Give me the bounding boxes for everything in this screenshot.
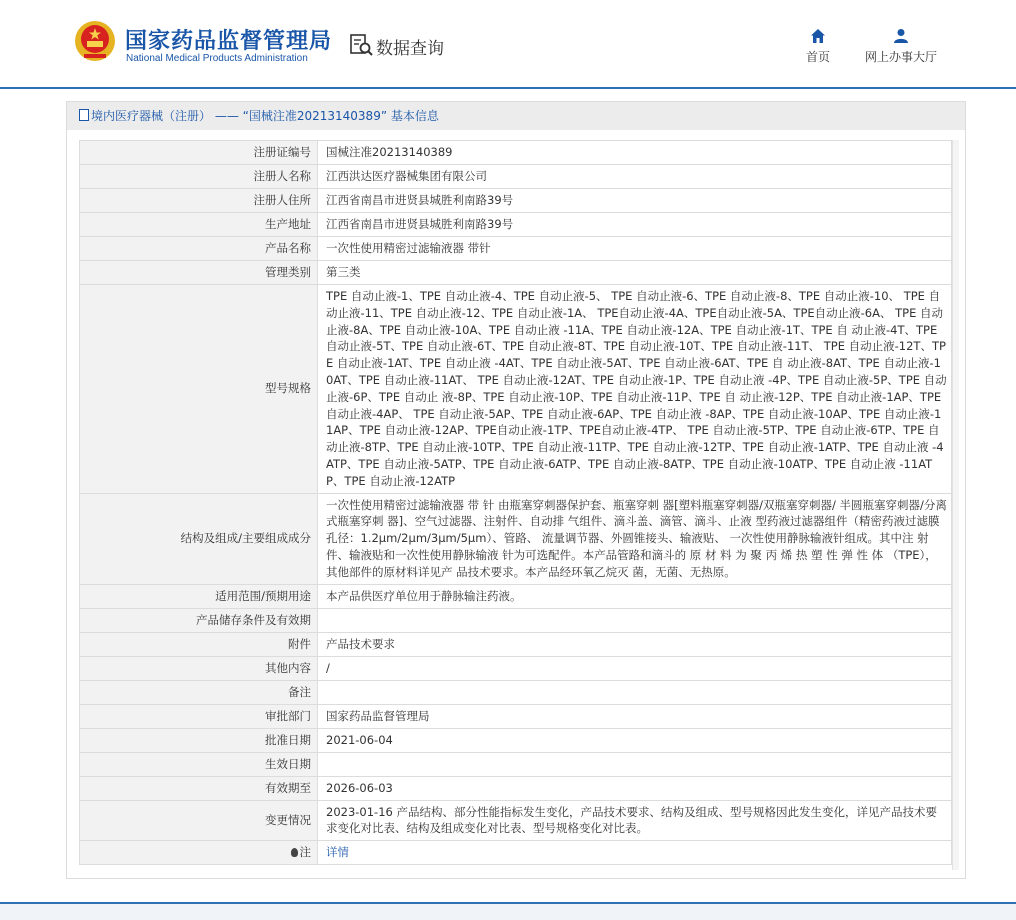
- field-label: 生产地址: [80, 213, 318, 237]
- table-row: [80, 776, 952, 800]
- field-value: TPE 自动止液-1、TPE 自动止液-4、TPE 自动止液-5、 TPE 自动止液-6、TPE 自动止液-8、TPE 自动止液-10、 TPE 自动止液-11、TPE 自动止液-12、TPE 自动止液-1A、 TPE自动止液-4A、TPE自动止液-5A、TPE自动止液-6A、 TPE 自动止液-8A、TPE 自动止液-10A、TPE 自动止液 -11A、TPE 自动止液-12A、TPE 自动止液-1T、TPE 自 动止液-4T、TPE 自动止液-5T、TPE 自动止液-6T、TPE 自动止液-8T、TPE 自动止液-10T、TPE 自动止液-11T、 TPE 自动止液-12T、TPE 自动止液-1AT、TPE 自动止液 -4AT、TPE 自动止液-5AT、TPE 自动止液-6AT、TPE 自 动止液-8AT、TPE 自动止液-10AT、TPE 自动止液-11AT、 TPE 自动止液-12AT、TPE 自动止液-1P、TPE 自动止液 -4P、TPE 自动止液-5P、TPE 自动止液-6P、TPE 自动止 液-8P、TPE 自动止液-10P、TPE 自动止液-11P、TPE 自 动止液-12P、TPE 自动止液-1AP、TPE 自动止液-4AP、 TPE 自动止液-5AP、TPE 自动止液-6AP、TPE 自动止液 -8AP、TPE 自动止液-10AP、TPE 自动止液-11AP、TPE 自动止液-12AP、TPE自动止液-1TP、TPE自动止液-4TP、 TPE 自动止液-5TP、TPE 自动止液-6TP、TPE 自动止液-8TP、TPE 自动止液-10TP、TPE 自动止液-11TP、TPE 自动止液-12TP、TPE 自动止液-1ATP、TPE 自动止液 -4ATP、TPE 自动止液-5ATP、TPE 自动止液-6ATP、TPE 自动止液-8ATP、TPE 自动止液-10ATP、TPE 自动止液 -11ATP、TPE 自动止液-12ATP: [318, 285, 952, 494]
- field-label: 产品储存条件及有效期: [80, 608, 318, 632]
- site-title[interactable]: 国家药品监督管理局: [125, 29, 333, 54]
- table-row: [80, 237, 952, 261]
- table-row: [80, 493, 952, 584]
- field-label: 附件: [80, 632, 318, 656]
- field-value: /: [318, 656, 952, 680]
- national-emblem-icon: [74, 20, 116, 62]
- field-value: 第三类: [318, 261, 952, 285]
- field-value: 一次性使用精密过滤输液器 带针: [318, 237, 952, 261]
- note-value: [318, 841, 952, 865]
- table-row: [80, 261, 952, 285]
- breadcrumb: [67, 102, 965, 130]
- home-icon: [810, 28, 826, 44]
- site-title-english: National Medical Products Administration: [126, 53, 308, 64]
- field-value: 国家药品监督管理局: [318, 704, 952, 728]
- field-label: 注册证编号: [80, 141, 318, 165]
- data-search-icon[interactable]: [349, 33, 375, 57]
- field-label: 有效期至: [80, 776, 318, 800]
- field-label: 备注: [80, 680, 318, 704]
- table-row: [80, 213, 952, 237]
- field-value: 江西省南昌市进贤县城胜利南路39号: [318, 213, 952, 237]
- page-footer: [0, 902, 1016, 920]
- table-row: [80, 704, 952, 728]
- field-label: 生效日期: [80, 752, 318, 776]
- table-row: [80, 800, 952, 841]
- table-row: [80, 165, 952, 189]
- field-label: 产品名称: [80, 237, 318, 261]
- table-row: [80, 656, 952, 680]
- field-value: [318, 680, 952, 704]
- breadcrumb-text: 境内医疗器械（注册） —— “国械注准20213140389” 基本信息: [91, 109, 439, 123]
- table-row: [80, 752, 952, 776]
- nav-home[interactable]: [800, 28, 836, 65]
- field-value: 一次性使用精密过滤输液器 带 针 由瓶塞穿刺器保护套、瓶塞穿刺 器[塑料瓶塞穿刺器/双瓶塞穿刺器/ 半圆瓶塞穿刺器/分离式瓶塞穿刺 器]、空气过滤器、注射件、自动排 气组件、滴斗盖、滴管、滴斗、止液 型药液过滤器组件（精密药液过滤膜 孔径：1.2μm/2μm/3μm/5μm）、管路、 流量调节器、外圆锥接头、输液贴、 一次性使用静脉输液针组成。其中注 射件、输液贴和一次性使用静脉输液 针为可选配件。本产品管路和滴斗的 原 材 料 为 聚 丙 烯 热 塑 性 弹 性 体 （TPE），其他部件的原材料详见产 品技术要求。本产品经环氧乙烷灭 菌，无菌、无热原。: [318, 493, 952, 584]
- field-label: 管理类别: [80, 261, 318, 285]
- field-label: 适用范围/预期用途: [80, 584, 318, 608]
- field-label: 变更情况: [80, 800, 318, 841]
- field-label: 审批部门: [80, 704, 318, 728]
- nav-online-service-hall-label: 网上办事大厅: [864, 50, 937, 64]
- note-label-cell: [80, 841, 318, 865]
- field-label: 型号规格: [80, 285, 318, 494]
- document-icon: [79, 109, 89, 121]
- user-icon: [893, 28, 909, 44]
- field-value: 2026-06-03: [318, 776, 952, 800]
- nav-home-label: 首页: [805, 50, 830, 64]
- detail-panel: [66, 101, 966, 879]
- vertical-scrollbar[interactable]: [952, 140, 959, 870]
- nav-online-service-hall[interactable]: [858, 28, 944, 65]
- field-label: 注册人住所: [80, 189, 318, 213]
- field-value: [318, 752, 952, 776]
- table-row: [80, 189, 952, 213]
- info-table: [79, 140, 952, 865]
- field-label: 其他内容: [80, 656, 318, 680]
- site-header: [0, 0, 1016, 89]
- table-row: [80, 285, 952, 494]
- table-row-note: [80, 841, 952, 865]
- field-value: 2023-01-16 产品结构、部分性能指标发生变化，产品技术要求、结构及组成、型号规格因此发生变化，详见产品技术要求变化对比表、结构及组成变化对比表、型号规格变化对比表。: [318, 800, 952, 841]
- table-row: [80, 632, 952, 656]
- note-label: 注: [299, 845, 311, 860]
- field-label: 注册人名称: [80, 165, 318, 189]
- bulb-icon: [291, 848, 298, 857]
- table-row: [80, 680, 952, 704]
- field-label: 批准日期: [80, 728, 318, 752]
- field-label: 结构及组成/主要组成成分: [80, 493, 318, 584]
- field-value: 江西洪达医疗器械集团有限公司: [318, 165, 952, 189]
- table-row: [80, 584, 952, 608]
- field-value: 江西省南昌市进贤县城胜利南路39号: [318, 189, 952, 213]
- data-search-link[interactable]: 数据查询: [376, 39, 444, 59]
- detail-link[interactable]: 详情: [326, 845, 349, 860]
- field-value: 2021-06-04: [318, 728, 952, 752]
- table-row: [80, 608, 952, 632]
- table-row: [80, 141, 952, 165]
- field-value: 国械注准20213140389: [318, 141, 952, 165]
- field-value: [318, 608, 952, 632]
- field-value: 本产品供医疗单位用于静脉输注药液。: [318, 584, 952, 608]
- field-value: 产品技术要求: [318, 632, 952, 656]
- table-row: [80, 728, 952, 752]
